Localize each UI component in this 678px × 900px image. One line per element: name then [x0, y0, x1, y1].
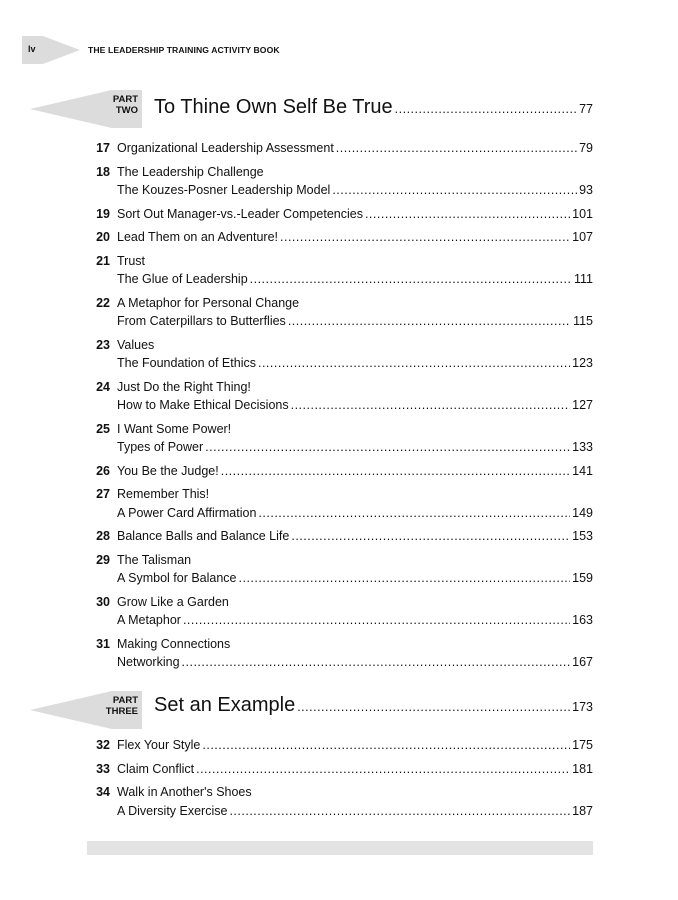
- dot-leader: [258, 504, 570, 523]
- entry-subtitle: The Foundation of Ethics: [117, 356, 256, 370]
- entry-title: Organizational Leadership Assessment: [117, 141, 334, 155]
- entry-page-number: 175: [572, 738, 593, 752]
- entry-line: [117, 593, 593, 612]
- entry-title: Making Connections: [117, 636, 231, 651]
- entry-page-number: 181: [572, 761, 593, 776]
- dot-leader: [395, 102, 577, 116]
- toc-entry[interactable]: [0, 527, 678, 546]
- entry-line: [117, 438, 593, 457]
- entry-subtitle: The Glue of Leadership: [117, 272, 248, 286]
- entry-page-number: 141: [572, 463, 593, 478]
- toc-entry[interactable]: [0, 163, 678, 200]
- toc-entry[interactable]: [0, 378, 678, 415]
- entry-page-number: 133: [572, 440, 593, 454]
- part-label-bottom: TWO: [115, 105, 138, 116]
- dot-leader: [202, 736, 570, 755]
- entry-title: Lead Them on an Adventure!: [117, 230, 278, 244]
- entry-page-number: 101: [572, 206, 593, 221]
- dot-leader: [182, 653, 571, 672]
- entry-page-number: 127: [572, 398, 593, 412]
- entry-page-number: 149: [572, 505, 593, 520]
- entry-number: 34: [96, 785, 110, 799]
- entry-title: The Talisman: [117, 552, 192, 567]
- toc-entry[interactable]: [0, 485, 678, 522]
- entry-subtitle: The Kouzes-Posner Leadership Model: [117, 183, 331, 197]
- entry-line: [117, 611, 593, 630]
- page-folio: lv: [28, 44, 36, 54]
- entry-number: 33: [96, 761, 110, 776]
- entry-page-number: 115: [573, 314, 593, 328]
- entry-number: 22: [96, 295, 110, 310]
- entry-page-number: 187: [572, 803, 593, 818]
- dot-leader: [229, 802, 570, 821]
- dot-leader: [365, 205, 570, 224]
- entry-number: 24: [96, 379, 110, 394]
- entry-line: [117, 802, 593, 821]
- dot-leader: [221, 462, 570, 481]
- part-label: [90, 94, 138, 116]
- part-page-number: 173: [572, 700, 593, 714]
- entry-line: [117, 181, 593, 200]
- entry-title: The Leadership Challenge: [117, 164, 264, 179]
- entry-title: Just Do the Right Thing!: [117, 379, 251, 394]
- part-title: To Thine Own Self Be True: [154, 96, 393, 118]
- entry-title: You Be the Judge!: [117, 463, 219, 478]
- entry-line: [117, 228, 593, 247]
- part-label-bottom: THREE: [105, 706, 138, 717]
- entry-title: Walk in Another's Shoes: [117, 785, 252, 799]
- part-title: Set an Example: [154, 694, 296, 716]
- part-title-row[interactable]: [154, 96, 593, 119]
- entry-subtitle: A Diversity Exercise: [117, 803, 228, 818]
- entry-page-number: 159: [572, 571, 593, 585]
- entry-line: [117, 462, 593, 481]
- entry-subtitle: Types of Power: [117, 440, 204, 454]
- entry-line: [117, 354, 593, 373]
- entry-subtitle: Networking: [117, 655, 180, 669]
- entry-title: Balance Balls and Balance Life: [117, 529, 290, 543]
- dot-leader: [280, 228, 570, 247]
- dot-leader: [288, 312, 571, 331]
- dot-leader: [205, 438, 570, 457]
- entry-line: [117, 551, 593, 570]
- entry-line: [117, 527, 593, 546]
- entry-subtitle: From Caterpillars to Butterflies: [117, 314, 286, 328]
- entry-line: [117, 163, 593, 182]
- entry-line: [117, 270, 593, 289]
- entry-line: [117, 653, 593, 672]
- toc-entry[interactable]: [0, 336, 678, 373]
- entry-line: [117, 485, 593, 504]
- entry-page-number: 167: [572, 655, 593, 669]
- page-header: [0, 0, 678, 80]
- entry-line: [117, 569, 593, 588]
- entry-number: 17: [96, 141, 110, 155]
- dot-leader: [258, 354, 570, 373]
- entry-line: [117, 378, 593, 397]
- entry-title: Sort Out Manager-vs.-Leader Competencies: [117, 206, 363, 221]
- toc-entry[interactable]: [0, 462, 678, 481]
- toc-entry[interactable]: [0, 760, 678, 779]
- dot-leader: [336, 139, 577, 158]
- entry-line: [117, 504, 593, 523]
- toc-entry[interactable]: [0, 736, 678, 755]
- entry-page-number: 111: [573, 272, 593, 286]
- part-title-row[interactable]: [154, 694, 593, 717]
- entry-number: 28: [96, 529, 110, 543]
- entry-page-number: 153: [572, 529, 593, 543]
- dot-leader: [332, 181, 577, 200]
- toc-entry[interactable]: [0, 139, 678, 158]
- running-head: THE LEADERSHIP TRAINING ACTIVITY BOOK: [88, 45, 280, 55]
- entry-line: [117, 760, 593, 779]
- toc-entry[interactable]: [0, 252, 678, 289]
- dot-leader: [291, 396, 571, 415]
- entry-number: 29: [96, 552, 110, 567]
- dot-leader: [250, 270, 572, 289]
- entry-line: [117, 783, 593, 802]
- entry-title: Remember This!: [117, 487, 210, 501]
- entry-number: 25: [96, 421, 110, 436]
- dot-leader: [291, 527, 570, 546]
- entry-line: [117, 336, 593, 355]
- entry-number: 21: [96, 253, 110, 268]
- part-label-top: PART: [112, 94, 138, 105]
- toc-entry[interactable]: [0, 593, 678, 630]
- entry-title: Trust: [117, 253, 146, 268]
- toc-entry[interactable]: [0, 783, 678, 820]
- toc-entry[interactable]: [0, 205, 678, 224]
- entry-title: I Want Some Power!: [117, 421, 232, 436]
- entry-subtitle: How to Make Ethical Decisions: [117, 398, 289, 412]
- entry-title: Claim Conflict: [117, 761, 195, 776]
- entry-page-number: 107: [572, 230, 593, 244]
- footer-bar: [87, 841, 593, 855]
- entry-number: 31: [96, 636, 110, 651]
- part-label-top: PART: [112, 695, 138, 706]
- toc-entry[interactable]: [0, 228, 678, 247]
- toc-entry[interactable]: [0, 551, 678, 588]
- dot-leader: [239, 569, 571, 588]
- entry-title: Values: [117, 337, 155, 352]
- toc-entry[interactable]: [0, 635, 678, 672]
- entry-title: A Metaphor for Personal Change: [117, 295, 300, 310]
- entry-number: 19: [96, 206, 110, 221]
- entry-line: [117, 396, 593, 415]
- dot-leader: [196, 760, 570, 779]
- entry-number: 26: [96, 463, 110, 478]
- entry-page-number: 163: [572, 613, 593, 627]
- toc-entry[interactable]: [0, 294, 678, 331]
- entry-line: [117, 294, 593, 313]
- entry-page-number: 123: [572, 356, 593, 370]
- entry-number: 20: [96, 230, 110, 244]
- entry-subtitle: A Symbol for Balance: [117, 571, 237, 585]
- entry-line: [117, 205, 593, 224]
- dot-leader: [183, 611, 570, 630]
- entry-title: Grow Like a Garden: [117, 594, 229, 609]
- entry-number: 32: [96, 738, 110, 752]
- entry-line: [117, 420, 593, 439]
- entry-page-number: 93: [579, 183, 593, 197]
- entry-page-number: 79: [579, 141, 593, 155]
- entry-line: [117, 139, 593, 158]
- entry-number: 18: [96, 164, 110, 179]
- entry-number: 30: [96, 594, 110, 609]
- entry-line: [117, 312, 593, 331]
- entry-subtitle: A Power Card Affirmation: [117, 505, 257, 520]
- entry-number: 27: [96, 487, 110, 501]
- part-page-number: 77: [579, 102, 593, 116]
- part-label: [90, 695, 138, 717]
- entry-line: [117, 252, 593, 271]
- entry-subtitle: A Metaphor: [117, 613, 181, 627]
- entry-number: 23: [96, 337, 110, 352]
- entry-line: [117, 736, 593, 755]
- entry-line: [117, 635, 593, 654]
- dot-leader: [297, 700, 570, 714]
- toc-entry[interactable]: [0, 420, 678, 457]
- entry-title: Flex Your Style: [117, 738, 201, 752]
